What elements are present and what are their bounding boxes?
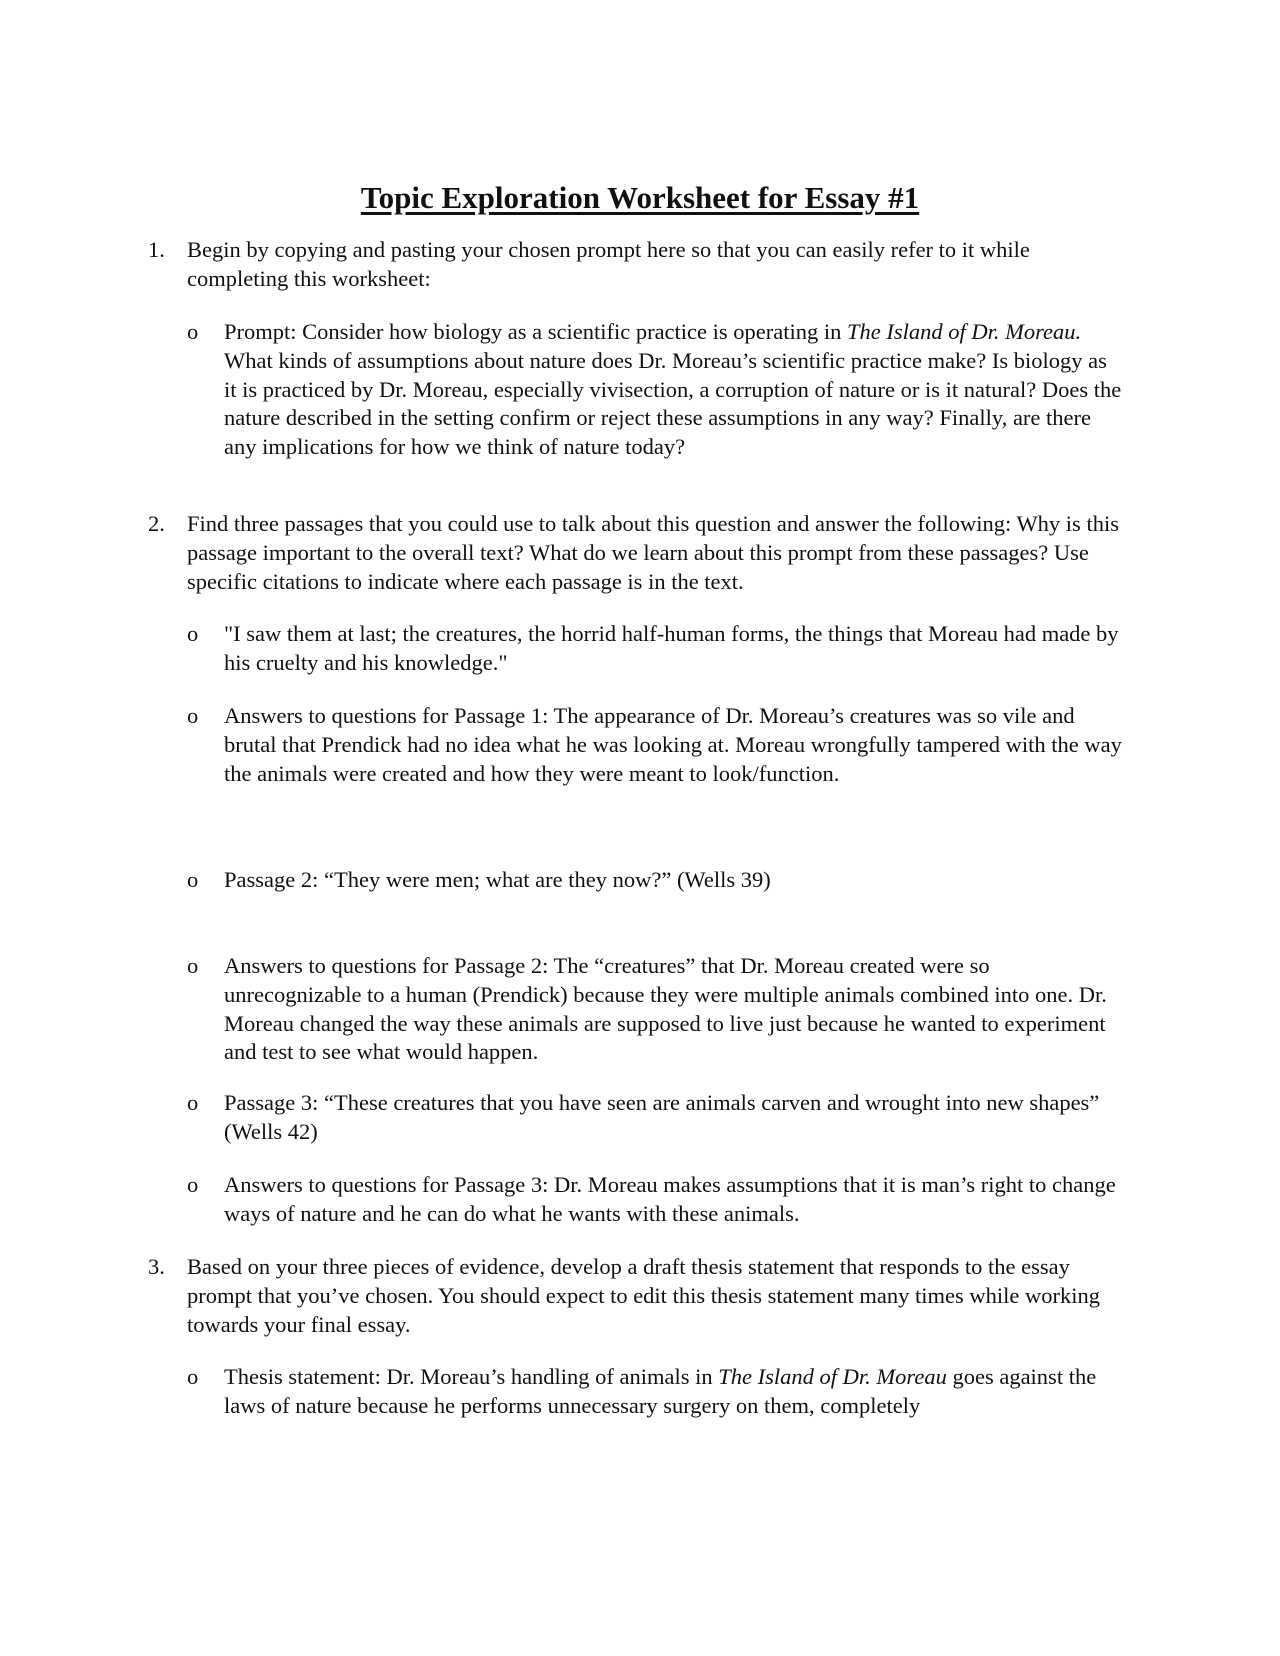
question-2-number: 2.	[148, 511, 165, 536]
prompt-lead: Prompt: Consider how biology as a scientific practice is operating in	[224, 319, 847, 344]
answer-1-text: Answers to questions for Passage 1: The appearance of Dr. Moreau’s creatures was so vile and brutal that Prendick had no idea what he was looking at. Moreau wrongfully tampered with the way the animals were created and how they were meant to look/function.	[224, 703, 1122, 786]
prompt-text	[224, 318, 1124, 462]
bullet-marker: o	[187, 621, 199, 646]
passage-2-text: Passage 2: “They were men; what are they now?” (Wells 39)	[224, 867, 771, 892]
thesis-text	[224, 1363, 1124, 1421]
bullet-marker: o	[187, 953, 199, 978]
thesis-rest: goes against the laws of nature because he performs unnecessary surgery on them, completely	[224, 1364, 1097, 1418]
prompt-rest: What kinds of assumptions about nature does Dr. Moreau’s scientific practice make? Is biology as it is practiced by Dr. Moreau, especially vivisection, a corruption of nature or is it natural? Does the nature described in the setting confirm or reject these assumptions in any way? Finally, are there any implications for how we think of nature today?	[224, 347, 1122, 460]
bullet-marker: o	[187, 1172, 199, 1197]
book-title: The Island of Dr. Moreau.	[847, 319, 1082, 344]
question-3-text: Based on your three pieces of evidence, develop a draft thesis statement that responds to the essay prompt that you’ve chosen. You should expect to edit this thesis statement many times while working towards your final essay.	[187, 1254, 1101, 1337]
bullet-marker: o	[187, 1364, 199, 1389]
passage-1-text: "I saw them at last; the creatures, the horrid half-human forms, the things that Moreau had made by his cruelty and his knowledge."	[224, 621, 1119, 675]
bullet-marker: o	[187, 1090, 199, 1115]
answer-2-text: Answers to questions for Passage 2: The “creatures” that Dr. Moreau created were so unrecognizable to a human (Prendick) because they were multiple animals combined into one. Dr. Moreau changed the way these animals are supposed to live just because he wanted to experiment and test to see what would happen.	[224, 953, 1107, 1065]
bullet-marker: o	[187, 867, 199, 892]
page-title: Topic Exploration Worksheet for Essay #1	[360, 180, 920, 215]
question-1-text: Begin by copying and pasting your chosen prompt here so that you can easily refer to it while completing this worksheet:	[187, 237, 1030, 291]
thesis-lead: Thesis statement: Dr. Moreau’s handling of animals in	[224, 1364, 719, 1389]
bullet-marker: o	[187, 319, 199, 344]
passage-3-text: Passage 3: “These creatures that you have seen are animals carven and wrought into new shapes” (Wells 42)	[224, 1090, 1100, 1144]
question-2-text: Find three passages that you could use to talk about this question and answer the following: Why is this passage important to the overall text? What do we learn about this prompt from these passages? Use specific citations to indicate where each passage is in the text.	[187, 511, 1119, 594]
bullet-marker: o	[187, 703, 199, 728]
question-3-number: 3.	[148, 1254, 165, 1279]
book-title: The Island of Dr. Moreau	[718, 1364, 947, 1389]
answer-3-text: Answers to questions for Passage 3: Dr. Moreau makes assumptions that it is man’s right to change ways of nature and he can do what he wants with these animals.	[224, 1172, 1116, 1226]
question-1-number: 1.	[148, 237, 165, 262]
